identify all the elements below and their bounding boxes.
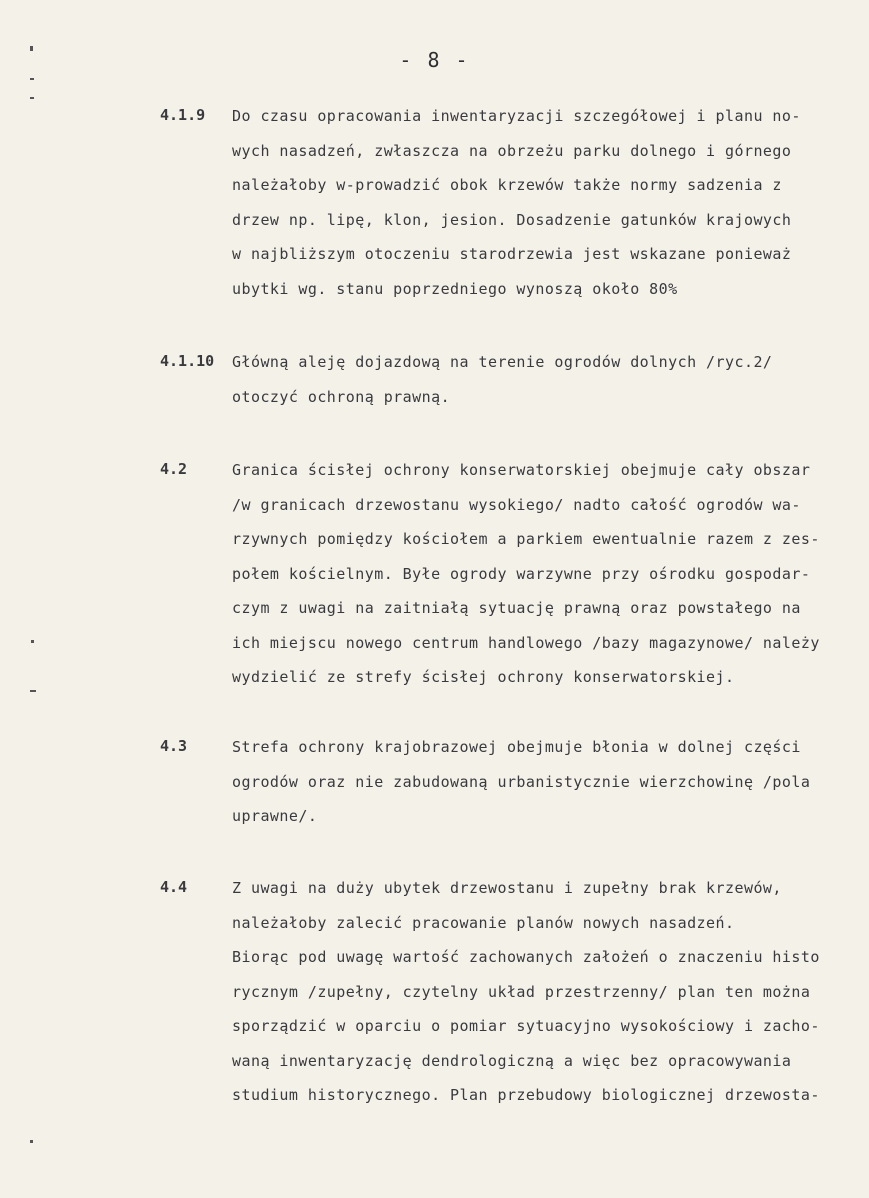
text-line: studium historycznego. Plan przebudowy biologicznej drzewosta-: [232, 1086, 820, 1104]
section-number: 4.1.9: [160, 106, 206, 124]
margin-mark: [30, 78, 34, 80]
text-line: rzywnych pomiędzy kościołem a parkiem ewentualnie razem z zes-: [232, 530, 820, 548]
section-text: [232, 878, 860, 1120]
margin-mark: [30, 97, 34, 99]
section-text: [232, 460, 860, 702]
text-line: ich miejscu nowego centrum handlowego /bazy magazynowe/ należy: [232, 633, 820, 652]
text-line: ogrodów oraz nie zabudowaną urbanistycznie wierzchowinę /pola: [232, 772, 811, 791]
text-line: należałoby zalecić pracowanie planów nowych nasadzeń.: [232, 913, 735, 932]
section-number: 4.4: [160, 878, 188, 896]
text-line: drzew np. lipę, klon, jesion. Dosadzenie gatunków krajowych: [232, 210, 792, 229]
text-line: wych nasadzeń, zwłaszcza na obrzeżu parku dolnego i górnego: [232, 141, 792, 160]
text-line: połem kościelnym. Byłe ogrody warzywne przy ośrodku gospodar-: [232, 564, 811, 583]
margin-mark: [30, 1140, 33, 1143]
text-line: /w granicach drzewostanu wysokiego/ nadto całość ogrodów wa-: [232, 495, 801, 514]
section-text: [232, 352, 860, 421]
section-text: [232, 737, 860, 841]
margin-mark: [30, 690, 36, 692]
margin-mark: [31, 640, 34, 643]
text-line: czym z uwagi na zaitniałą sytuację prawną oraz powstałego na: [232, 599, 801, 617]
text-line: Strefa ochrony krajobrazowej obejmuje błonia w dolnej części: [232, 738, 801, 756]
page-number: - 8 -: [399, 48, 470, 72]
text-line: Do czasu opracowania inwentaryzacji szczegółowej i planu no-: [232, 107, 801, 125]
text-line: Z uwagi na duży ubytek drzewostanu i zupełny brak krzewów,: [232, 879, 782, 897]
text-line: w najbliższym otoczeniu starodrzewia jest wskazane ponieważ: [232, 245, 792, 263]
text-line: ubytki wg. stanu poprzedniego wynoszą około 80%: [232, 279, 678, 298]
text-line: należałoby w-prowadzić obok krzewów także normy sadzenia z: [232, 176, 782, 194]
text-line: waną inwentaryzację dendrologiczną a więc bez opracowywania: [232, 1051, 792, 1070]
text-line: wydzielić ze strefy ścisłej ochrony konserwatorskiej.: [232, 668, 735, 686]
text-line: Główną aleję dojazdową na terenie ogrodów dolnych /ryc.2/: [232, 353, 773, 371]
section-text: [232, 106, 860, 313]
text-line: Biorąc pod uwagę wartość zachowanych założeń o znaczeniu histo: [232, 948, 820, 966]
section-number: 4.1.10: [160, 352, 215, 370]
text-line: sporządzić w oparciu o pomiar sytuacyjno wysokościowy i zacho-: [232, 1017, 820, 1035]
text-line: rycznym /zupełny, czytelny układ przestrzenny/ plan ten można: [232, 982, 811, 1001]
section-number: 4.3: [160, 737, 188, 755]
text-line: Granica ścisłej ochrony konserwatorskiej obejmuje cały obszar: [232, 461, 811, 479]
text-line: uprawne/.: [232, 807, 318, 825]
section-number: 4.2: [160, 460, 188, 478]
text-line: otoczyć ochroną prawną.: [232, 387, 451, 406]
